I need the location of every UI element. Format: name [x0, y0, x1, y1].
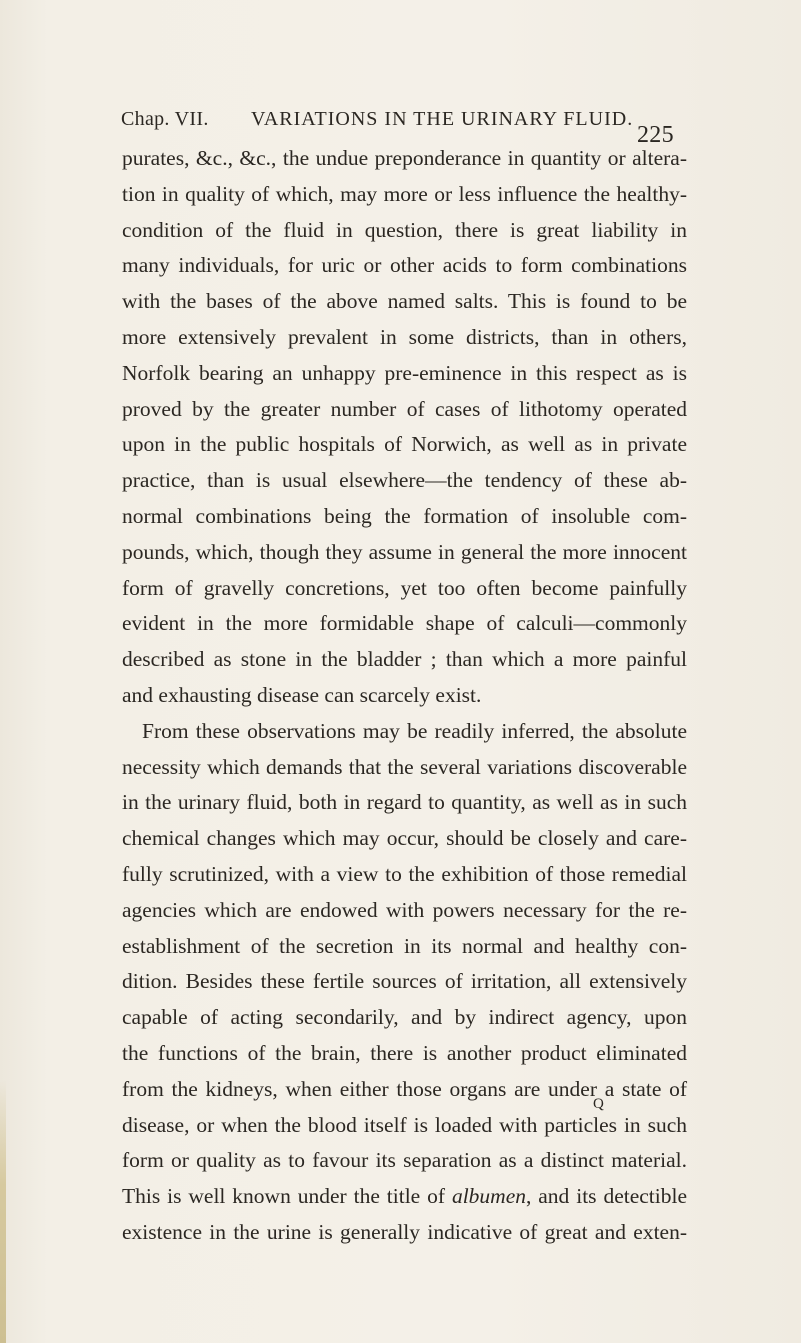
text-line: condition of the fluid in question, there is great liability in: [122, 217, 687, 242]
text-line: agencies which are endowed with powers necessary for the re-: [122, 897, 687, 922]
text-line-paragraph-end: and exhausting disease can scarcely exist.: [122, 682, 482, 707]
body-text: [122, 141, 687, 1251]
text-segment: , and its detectible: [525, 1184, 688, 1209]
text-line: establishment of the secretion in its normal and healthy con-: [122, 933, 687, 958]
italic-term: albumen: [451, 1184, 526, 1209]
text-line: disease, or when the blood itself is loaded with particles in such: [122, 1112, 687, 1137]
text-line: with the bases of the above named salts. This is found to be: [122, 289, 687, 314]
text-line: tion in quality of which, may more or less influence the healthy-: [122, 181, 687, 206]
text-line: the functions of the brain, there is another product eliminated: [122, 1040, 687, 1065]
text-line: Norfolk bearing an unhappy pre-eminence in this respect as is: [122, 360, 687, 385]
text-line: normal combinations being the formation of insoluble com-: [122, 503, 687, 528]
text-line: pounds, which, though they assume in general the more innocent: [122, 539, 687, 564]
text-segment: This is well known under the title of: [122, 1184, 452, 1209]
text-line: evident in the more formidable shape of calculi—commonly: [122, 611, 687, 636]
text-line: in the urinary fluid, both in regard to quantity, as well as in such: [122, 790, 687, 815]
text-line: from the kidneys, when either those organs are under a state of: [122, 1076, 687, 1101]
text-line: purates, &c., &c., the undue preponderance in quantity or altera-: [122, 146, 687, 170]
text-line: described as stone in the bladder ; than which a more painful: [122, 647, 687, 672]
text-line: many individuals, for uric or other acids to form combinations: [122, 253, 687, 278]
text-line: chemical changes which may occur, should be closely and care-: [122, 826, 687, 851]
text-line-paragraph-start: From these observations may be readily inferred, the absolute: [142, 718, 687, 743]
text-line: more extensively prevalent in some districts, than in others,: [122, 324, 687, 349]
text-line: proved by the greater number of cases of lithotomy operated: [122, 396, 687, 421]
text-line: existence in the urine is generally indicative of great and exten-: [122, 1219, 687, 1244]
text-line: capable of acting secondarily, and by indirect agency, upon: [122, 1005, 687, 1030]
text-line: necessity which demands that the several variations discoverable: [122, 754, 687, 779]
text-line-with-italic: [122, 1179, 687, 1215]
text-line: fully scrutinized, with a view to the exhibition of those remedial: [122, 861, 687, 886]
chapter-label: Chap. VII.: [121, 108, 209, 130]
text-line: form of gravelly concretions, yet too often become painfully: [122, 575, 687, 600]
text-line: dition. Besides these fertile sources of irritation, all extensively: [122, 969, 687, 994]
text-line: upon in the public hospitals of Norwich, as well as in private: [122, 432, 687, 457]
running-title: VARIATIONS IN THE URINARY FLUID.: [251, 108, 634, 130]
page-edge-stain: [0, 1080, 6, 1343]
text-line: practice, than is usual elsewhere—the tendency of these ab-: [122, 468, 687, 493]
signature-mark: Q: [593, 1096, 604, 1112]
page-number: 225: [637, 122, 674, 148]
running-header: [121, 100, 681, 148]
text-line: form or quality as to favour its separation as a distinct material.: [122, 1148, 687, 1173]
